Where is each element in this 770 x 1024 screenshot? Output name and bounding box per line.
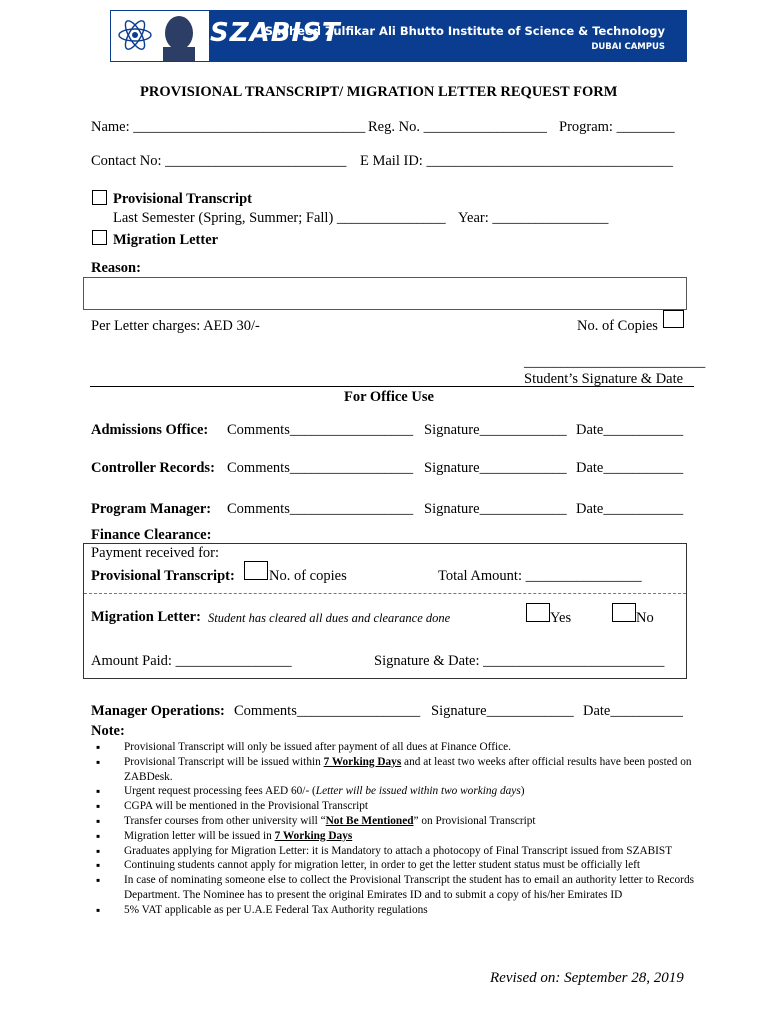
yes-checkbox[interactable] (526, 603, 550, 622)
amount-paid-field[interactable]: Amount Paid: ________________ (91, 653, 292, 669)
controller-comments-field[interactable]: Comments_________________ (227, 460, 414, 476)
note-item (90, 755, 694, 785)
note-item (90, 858, 694, 873)
revised-date: Revised on: September 28, 2019 (490, 970, 684, 986)
note-text: Urgent request processing fees AED 60/- ( (124, 785, 316, 798)
provisional-transcript-label: Provisional Transcript (113, 191, 252, 207)
atom-logo-icon (111, 11, 209, 61)
no-label: No (636, 610, 654, 626)
finance-clearance-title: Finance Clearance: (91, 527, 212, 543)
note-item (90, 814, 694, 829)
form-title: PROVISIONAL TRANSCRIPT/ MIGRATION LETTER REQUEST FORM (140, 84, 618, 100)
pt-payment-label: Provisional Transcript: (91, 568, 235, 584)
divider (90, 386, 694, 387)
reason-label: Reason: (91, 260, 141, 276)
finance-divider (84, 593, 686, 594)
note-text: Graduates applying for Migration Letter: it is Mandatory to attach a photocopy of Final Transcript issued from SZABIST (124, 844, 673, 857)
last-semester-field[interactable]: Last Semester (Spring, Summer; Fall) _______________ (113, 210, 446, 226)
note-item (90, 799, 694, 814)
note-item (90, 844, 694, 859)
student-signature-line[interactable]: _________________________ (524, 354, 706, 370)
note-title: Note: (91, 723, 125, 739)
ml-note: Student has cleared all dues and clearance done (208, 611, 451, 625)
note-text: ) (520, 785, 525, 798)
note-text: Transfer courses from other university will “ (124, 814, 326, 827)
manager-comments-field[interactable]: Comments_________________ (234, 703, 421, 719)
finance-signature-field[interactable]: Signature & Date: _________________________ (374, 653, 665, 669)
yes-label: Yes (550, 610, 572, 626)
provisional-transcript-checkbox[interactable] (92, 190, 107, 205)
note-text: Migration letter will be issued in (124, 829, 275, 842)
program-manager-date-field[interactable]: Date___________ (576, 501, 684, 517)
campus-name: DUBAI CAMPUS (591, 42, 665, 52)
logo (110, 10, 210, 62)
admissions-office-label: Admissions Office: (91, 422, 209, 438)
program-manager-comments-field[interactable]: Comments_________________ (227, 501, 414, 517)
note-item (90, 784, 694, 799)
copies-input[interactable] (663, 310, 684, 328)
note-text: Provisional Transcript will be issued within (124, 755, 324, 768)
student-signature-label: Student’s Signature & Date (524, 371, 684, 387)
note-text: CGPA will be mentioned in the Provisional Transcript (124, 800, 369, 813)
note-emphasis: Not Be Mentioned (325, 814, 414, 827)
migration-letter-checkbox[interactable] (92, 230, 107, 245)
admissions-signature-field[interactable]: Signature____________ (424, 422, 567, 438)
manager-operations-label: Manager Operations: (91, 703, 225, 719)
manager-signature-field[interactable]: Signature____________ (431, 703, 574, 719)
pt-copies-input[interactable] (244, 561, 268, 580)
note-item (90, 903, 694, 918)
no-checkbox[interactable] (612, 603, 636, 622)
manager-date-field[interactable]: Date__________ (583, 703, 683, 719)
note-emphasis: 7 Working Days (274, 829, 353, 842)
note-text: 5% VAT applicable as per U.A.E Federal Tax Authority regulations (124, 903, 428, 916)
ml-payment-label: Migration Letter: (91, 609, 201, 625)
note-text: ” on Provisional Transcript (413, 814, 536, 827)
reason-input[interactable] (83, 277, 687, 310)
note-item (90, 873, 694, 903)
institute-name: Shaheed Zulfikar Ali Bhutto Institute of Science & Technology (264, 24, 665, 38)
program-manager-signature-field[interactable]: Signature____________ (424, 501, 567, 517)
note-text: In case of nominating someone else to collect the Provisional Transcript the student has to email an authority letter to Records Department. The Nominee has to present the original Emirates ID and to submit a copy of his/her Emirates ID (124, 874, 694, 901)
email-field[interactable]: E Mail ID: __________________________________ (360, 153, 673, 169)
program-field[interactable]: Program: ________ (559, 119, 675, 135)
admissions-date-field[interactable]: Date___________ (576, 422, 684, 438)
total-amount-field[interactable]: Total Amount: ________________ (438, 568, 642, 584)
controller-date-field[interactable]: Date___________ (576, 460, 684, 476)
controller-records-label: Controller Records: (91, 460, 215, 476)
payment-received-label: Payment received for: (91, 545, 220, 561)
reg-no-field[interactable]: Reg. No. _________________ (368, 119, 547, 135)
pt-copies-label: No. of copies (269, 568, 347, 584)
program-manager-label: Program Manager: (91, 501, 212, 517)
note-emphasis: Letter will be issued within two working days (315, 785, 521, 798)
year-field[interactable]: Year: ________________ (458, 210, 609, 226)
migration-letter-label: Migration Letter (113, 232, 219, 248)
brand-name: SZABIST (210, 18, 341, 48)
header-banner (110, 10, 687, 62)
note-item (90, 829, 694, 844)
charges-label: Per Letter charges: AED 30/- (91, 318, 260, 334)
note-text: Provisional Transcript will only be issued after payment of all dues at Finance Office. (124, 741, 511, 753)
admissions-comments-field[interactable]: Comments_________________ (227, 422, 414, 438)
note-emphasis: 7 Working Days (323, 755, 402, 768)
notes-list (90, 740, 694, 918)
controller-signature-field[interactable]: Signature____________ (424, 460, 567, 476)
note-text: Continuing students cannot apply for migration letter, in order to get the letter student status must be officially left (124, 859, 641, 872)
note-item (90, 740, 694, 755)
copies-label: No. of Copies (577, 318, 658, 334)
contact-field[interactable]: Contact No: _________________________ (91, 153, 347, 169)
name-field[interactable]: Name: ________________________________ (91, 119, 366, 135)
note-text: and at least two weeks after official results have been posted on ZABDesk. (124, 755, 692, 783)
office-use-title: For Office Use (344, 389, 434, 405)
